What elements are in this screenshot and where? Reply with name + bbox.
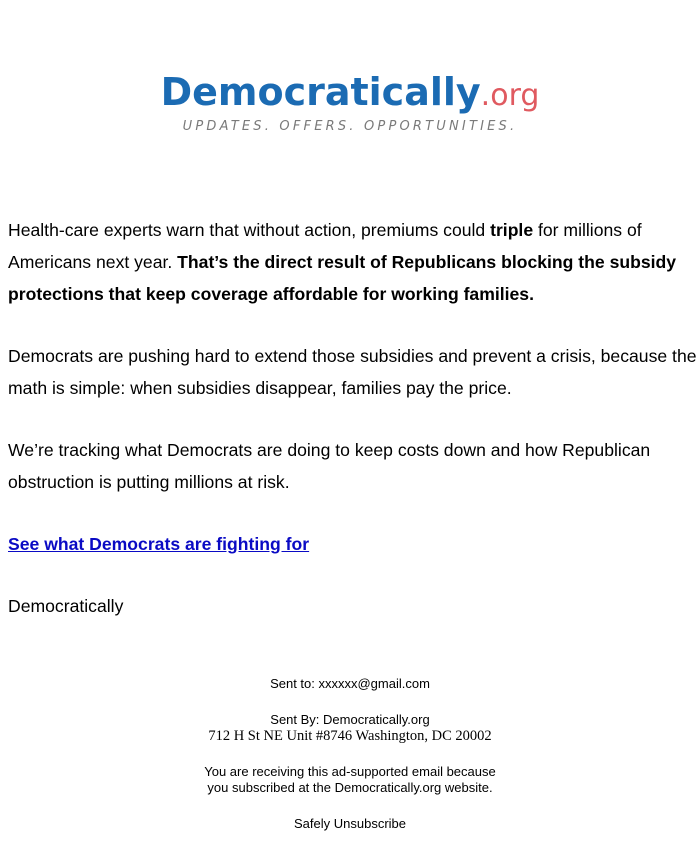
email-footer (0, 676, 700, 832)
subscription-notice-line2: you subscribed at the Democratically.org website. (207, 780, 493, 795)
brand-logo (0, 70, 700, 134)
email-body (8, 214, 698, 652)
paragraph-premiums (8, 214, 698, 310)
paragraph-text: for millions of Americans next year. (8, 220, 642, 272)
sent-by: Sent By: Democratically.org (270, 712, 430, 727)
logo-tld: .org (480, 78, 540, 113)
logo-name: Democratically (160, 70, 481, 114)
sent-to: Sent to: xxxxxx@gmail.com (270, 676, 430, 691)
logo-wordmark (0, 70, 700, 118)
mailing-address: 712 H St NE Unit #8746 Washington, DC 20002 (208, 728, 492, 744)
cta-paragraph (8, 528, 698, 560)
cta-link[interactable]: See what Democrats are fighting for (8, 534, 310, 554)
unsubscribe-link[interactable]: Safely Unsubscribe (294, 816, 406, 831)
logo-tagline: UPDATES. OFFERS. OPPORTUNITIES. (182, 119, 518, 134)
paragraph-text: Health-care experts warn that without action, premiums could (8, 220, 491, 240)
emphasis-triple: triple (490, 220, 534, 240)
paragraph-tracking: We’re tracking what Democrats are doing to keep costs down and how Republican obstruction is putting millions at risk. (8, 440, 651, 492)
signoff: Democratically (8, 596, 124, 616)
emphasis-republicans: That’s the direct result of Republicans blocking the subsidy protections that keep coverage affordable for working families. (8, 252, 677, 304)
paragraph-subsidies: Democrats are pushing hard to extend those subsidies and prevent a crisis, because the math is simple: when subsidies disappear, families pay the price. (8, 346, 697, 398)
subscription-notice-line1: You are receiving this ad-supported email because (204, 764, 496, 779)
